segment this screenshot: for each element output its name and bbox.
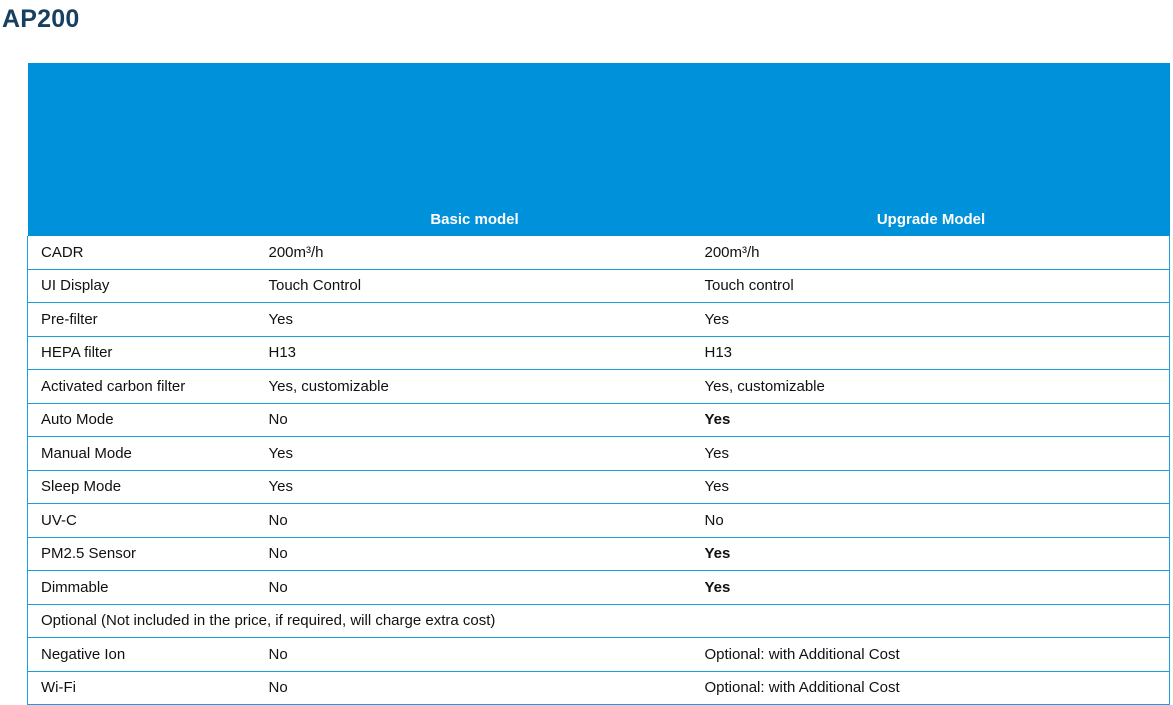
upgrade-value: Yes	[693, 403, 1170, 437]
basic-value: 200m³/h	[257, 236, 693, 269]
header-basic-model: Basic model	[257, 63, 693, 236]
row-label: HEPA filter	[28, 336, 257, 370]
row-label: Auto Mode	[28, 403, 257, 437]
row-label: Manual Mode	[28, 437, 257, 471]
table-row	[28, 269, 1170, 303]
upgrade-value: H13	[693, 336, 1170, 370]
table-row	[28, 571, 1170, 605]
row-label: UV-C	[28, 504, 257, 538]
basic-value: H13	[257, 336, 693, 370]
table-row	[28, 504, 1170, 538]
table-row	[28, 638, 1170, 672]
table-header-row	[28, 63, 1170, 236]
optional-note-row	[28, 604, 1170, 638]
upgrade-value: Yes	[693, 571, 1170, 605]
row-label: Sleep Mode	[28, 470, 257, 504]
table-row	[28, 303, 1170, 337]
row-label: PM2.5 Sensor	[28, 537, 257, 571]
table-row	[28, 671, 1170, 705]
basic-value: Yes	[257, 303, 693, 337]
upgrade-value: 200m³/h	[693, 236, 1170, 269]
upgrade-value: Touch control	[693, 269, 1170, 303]
row-label: Dimmable	[28, 571, 257, 605]
spec-comparison-table	[27, 63, 1170, 705]
table-row	[28, 437, 1170, 471]
basic-value: Yes	[257, 437, 693, 471]
basic-value: No	[257, 671, 693, 705]
basic-value: Yes, customizable	[257, 370, 693, 404]
row-label: Wi-Fi	[28, 671, 257, 705]
row-label: CADR	[28, 236, 257, 269]
basic-value: No	[257, 571, 693, 605]
upgrade-value: Optional: with Additional Cost	[693, 671, 1170, 705]
upgrade-value: Yes	[693, 537, 1170, 571]
row-label: Pre-filter	[28, 303, 257, 337]
table-row	[28, 403, 1170, 437]
table-row	[28, 370, 1170, 404]
upgrade-value: Yes, customizable	[693, 370, 1170, 404]
basic-value: No	[257, 504, 693, 538]
optional-note: Optional (Not included in the price, if required, will charge extra cost)	[28, 604, 1170, 638]
row-label: Negative Ion	[28, 638, 257, 672]
upgrade-value: Yes	[693, 470, 1170, 504]
upgrade-value: Yes	[693, 437, 1170, 471]
table-row	[28, 236, 1170, 269]
basic-value: Yes	[257, 470, 693, 504]
header-feature	[28, 63, 257, 236]
row-label: Activated carbon filter	[28, 370, 257, 404]
basic-value: No	[257, 403, 693, 437]
header-upgrade-model: Upgrade Model	[693, 63, 1170, 236]
basic-value: Touch Control	[257, 269, 693, 303]
table-row	[28, 537, 1170, 571]
basic-value: No	[257, 638, 693, 672]
basic-value: No	[257, 537, 693, 571]
table-row	[28, 470, 1170, 504]
row-label: UI Display	[28, 269, 257, 303]
upgrade-value: Yes	[693, 303, 1170, 337]
upgrade-value: No	[693, 504, 1170, 538]
page-title: AP200	[2, 5, 80, 33]
table-row	[28, 336, 1170, 370]
upgrade-value: Optional: with Additional Cost	[693, 638, 1170, 672]
